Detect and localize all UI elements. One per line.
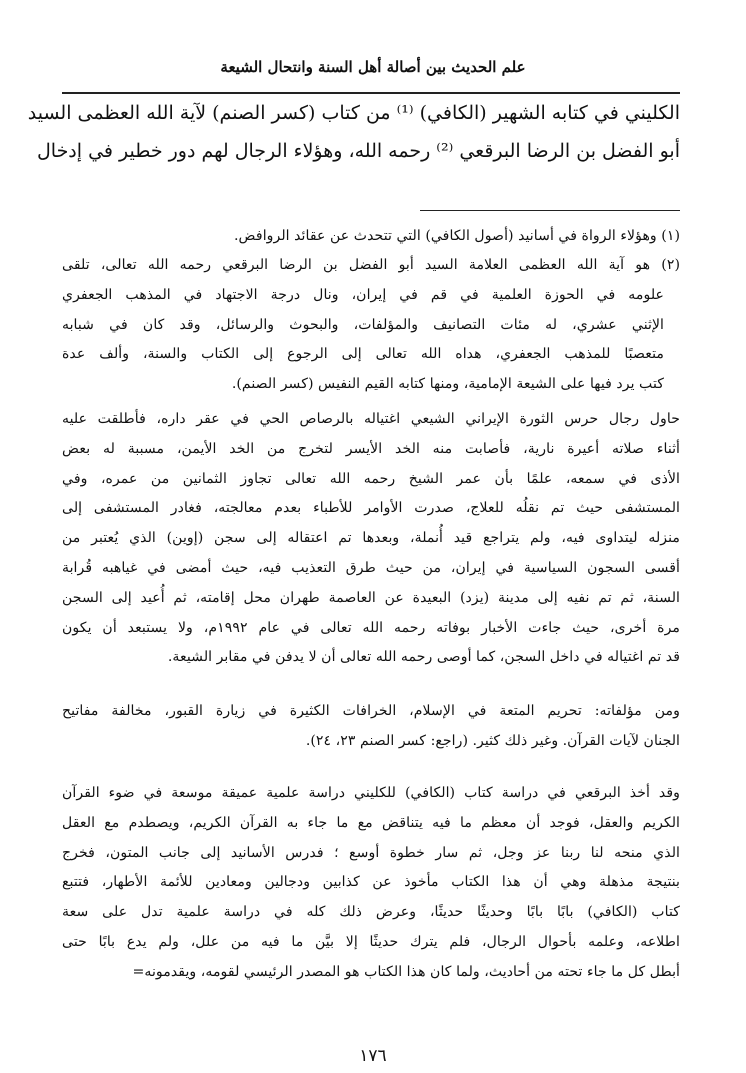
footnote-line: أقسى السجون السياسية في إيران، من حيث طرق التعذيب فيه، حيث أمضى في غياهبه قُرابة <box>62 560 680 576</box>
footnote-line: (١) وهؤلاء الرواة في أسانيد (أصول الكافي) التي تتحدث عن عقائد الروافض. <box>234 228 680 244</box>
footnote-line: كتاب (الكافي) بابًا بابًا وحديثًا حديثًا، وعرض ذلك كله في دراسة علمية تدل على سعة <box>62 904 680 921</box>
page-number: ١٧٦ <box>359 1046 387 1066</box>
running-header: علم الحديث بين أصالة أهل السنة وانتحال الشيعة <box>220 58 526 76</box>
footnote-line: أثناء صلاته أعيرة نارية، فأصابت منه الخد الأيسر لتخرج من الخد الأيمن، مسببة له بعض <box>62 440 680 457</box>
footnote-line: متعصبًا للمذهب الجعفري، هداه الله تعالى إلى الرجوع إلى الكتاب والسنة، وألف عدة <box>62 346 664 363</box>
footnote-line: مرة أخرى، حيث جاءت الأخبار بوفاته رحمه الله تعالى في عام ١٩٩٢م، ولا يستبعد أن يكون <box>62 619 680 636</box>
footnote-line: اطلاعه، وعلمه بأحوال الرجال، فلم يترك حديثًا إلا بيَّن ما فيه من علل، ولم يدع بابًا حتى <box>62 934 680 950</box>
header-rule <box>62 92 680 94</box>
footnote-line: كتب يرد فيها على الشيعة الإمامية، ومنها كتابه القيم النفيس (كسر الصنم). <box>231 376 664 393</box>
footnote-line: أبطل كل ما جاء تحته من أحاديث، ولما كان هذا الكتاب هو المصدر الرئيسي لقومه، ويقدمونه= <box>132 963 680 980</box>
footnote-line: الكريم والعقل، فوجد أن معظم ما فيه يتناقض مع ما جاء به القرآن الكريم، ويصطدم مع العقل <box>62 814 680 831</box>
footnote-line: منزله ليتداوى فيه، ولم يتراجع قيد أُنملة، وبعدها تم اعتقاله إلى سجن (إوين) الذي يُعتبر من <box>62 530 680 547</box>
footnote-line: ومن مؤلفاته: تحريم المتعة في الإسلام، الخرافات الكثيرة في زيارة القبور، مخالفة مفاتيح <box>62 703 680 719</box>
footnote-rule <box>420 210 680 211</box>
footnote-line: الجنان لآيات القرآن. وغير ذلك كثير. (راجع: كسر الصنم ٢٣، ٢٤). <box>305 732 680 749</box>
body-line: الكليني في كتابه الشهير (الكافي) ⁽¹⁾ من كتاب (كسر الصنم) لآية الله العظمى السيد <box>27 102 680 124</box>
footnote-line: (٢) هو آية الله العظمى العلامة السيد أبو الفضل بن الرضا البرقعي رحمه الله تعالى، تلقى <box>62 257 680 273</box>
footnote-line: الإثني عشري، له مئات التصانيف والمؤلفات، والبحوث والرسائل، وقد كان في شبابه <box>62 316 664 333</box>
footnote-line: وقد أخذ البرقعي في دراسة كتاب (الكافي) للكليني دراسة علمية عميقة موسعة في ضوء القرآن <box>62 785 680 801</box>
footnote-line: الأذى في سمعه، علمًا بأن عمر الشيخ رحمه الله تعالى تجاوز الثمانين من عمره، وفي <box>62 470 680 487</box>
footnote-line: علومه في الحوزة العلمية في قم في إيران، ونال درجة الاجتهاد في المذهب الجعفري <box>62 286 664 303</box>
footnote-line: الذي منحه لنا ربنا عز وجل، ثم سار خطوة أوسع ؛ فدرس الأسانيد إلى جانب المتون، فخرج <box>62 844 680 861</box>
footnote-line: قد تم اغتياله في داخل السجن، كما أوصى رحمه الله تعالى أن لا يدفن في مقابر الشيعة. <box>167 649 680 666</box>
footnote-line: السنة، ثم تم نفيه إلى مدينة (يزد) البعيدة عن العاصمة طهران محل إقامته، ثم أُعيد إلى السجن <box>62 589 680 606</box>
footnote-line: المستشفى حيث تم نقلُه للعلاج، صدرت الأوامر للأطباء بعدم معالجته، فغادر المستشفى إلى <box>62 500 680 517</box>
footnote-line: بنتيجة مذهلة وهي أن هذا الكتاب مأخوذ عن كذابين ودجالين ومعادين للأئمة الأطهار، فتتبع <box>62 874 680 891</box>
footnote-line: حاول رجال حرس الثورة الإيراني الشيعي اغتياله بالرصاص الحي في عقر داره، فأطلقت عليه <box>62 411 680 427</box>
body-line: أبو الفضل بن الرضا البرقعي ⁽²⁾ رحمه الله، وهؤلاء الرجال لهم دور خطير في إدخال <box>36 140 680 162</box>
